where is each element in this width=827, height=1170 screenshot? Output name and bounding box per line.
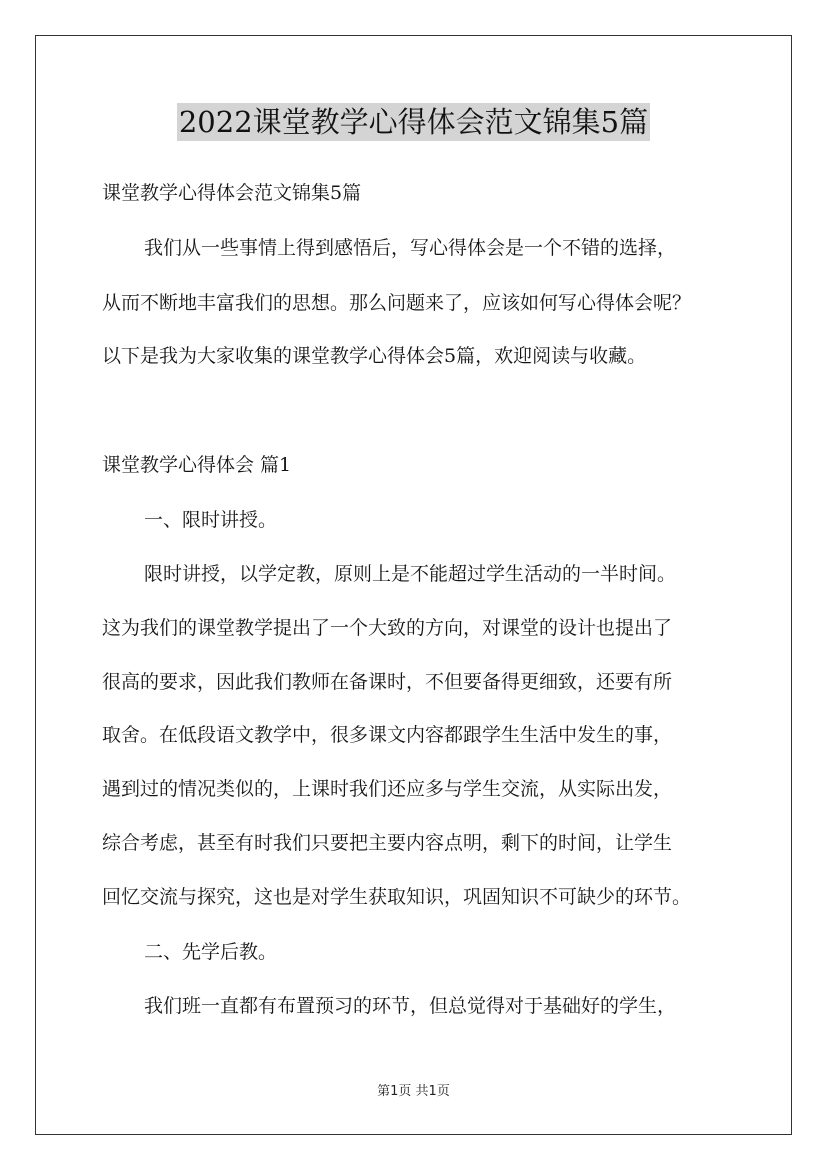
- document-title: 2022课堂教学心得体会范文锦集5篇: [178, 105, 649, 139]
- intro-line-2: 从而不断地丰富我们的思想。那么问题来了，应该如何写心得体会呢？: [102, 292, 692, 314]
- body-line-4: 取舍。在低段语文教学中，很多课文内容都跟学生生活中发生的事，: [102, 724, 673, 746]
- body-line-7: 回忆交流与探究，这也是对学生获取知识，巩固知识不可缺少的环节。: [102, 886, 692, 908]
- body-line-1: 限时讲授，以学定教，原则上是不能超过学生活动的一半时间。: [144, 563, 677, 585]
- title-container: [0, 103, 827, 141]
- point-one-heading: 一、限时讲授。: [144, 509, 278, 531]
- page-footer: 第1页 共1页: [377, 1084, 450, 1099]
- intro-line-3: 以下是我为大家收集的课堂教学心得体会5篇，欢迎阅读与收藏。: [102, 345, 647, 367]
- body-line-5: 遇到过的情况类似的，上课时我们还应多与学生交流，从实际出发，: [102, 778, 673, 800]
- body-line-3: 很高的要求，因此我们教师在备课时，不但要备得更细致，还要有所: [102, 671, 673, 693]
- intro-line-1: 我们从一些事情上得到感悟后，写心得体会是一个不错的选择，: [144, 237, 677, 259]
- body-line-2: 这为我们的课堂教学提出了一个大致的方向，对课堂的设计也提出了: [102, 617, 673, 639]
- last-line: 我们班一直都有布置预习的环节，但总觉得对于基础好的学生，: [144, 995, 677, 1017]
- point-two-heading: 二、先学后教。: [144, 941, 278, 963]
- document-subtitle: 课堂教学心得体会范文锦集5篇: [102, 182, 362, 204]
- body-line-6: 综合考虑，甚至有时我们只要把主要内容点明，剩下的时间，让学生: [102, 832, 673, 854]
- section-heading: 课堂教学心得体会 篇1: [102, 454, 292, 476]
